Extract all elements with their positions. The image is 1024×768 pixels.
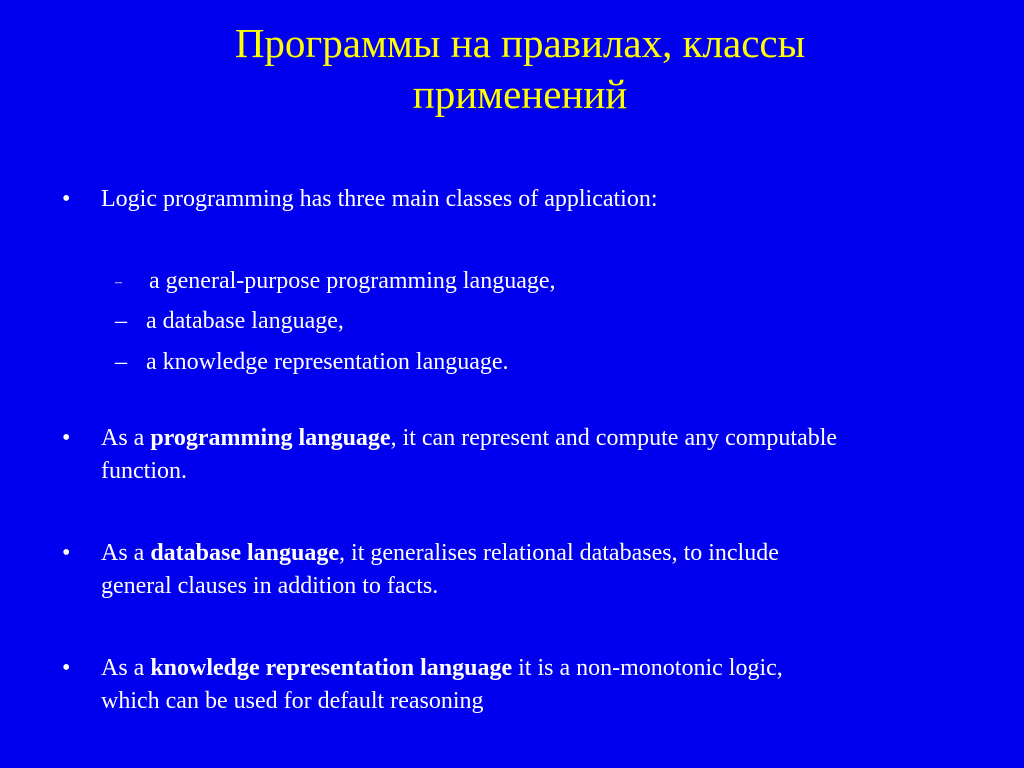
bullet-text-pre: As a — [101, 540, 151, 566]
dash-icon: – — [115, 349, 127, 375]
sub-item-text: a knowledge representation language. — [146, 349, 509, 375]
sub-item-text: a general-purpose programming language, — [149, 268, 556, 294]
slide-title-line-1: Программы на правилах, классы — [234, 20, 806, 66]
dash-icon: – — [115, 308, 127, 334]
bullet-text-post: it is a non-monotonic logic, — [512, 655, 783, 681]
bullet-icon: • — [62, 186, 71, 212]
bullet-text-line-2: which can be used for default reasoning — [101, 688, 484, 714]
bullet-text-line-2: function. — [101, 458, 187, 484]
bullet-text-line-2: general clauses in addition to facts. — [101, 573, 439, 599]
bullet-text — [101, 422, 991, 488]
bullet-text-post: , it generalises relational databases, to include — [339, 540, 779, 566]
slide-title — [150, 18, 890, 120]
bullet-icon: • — [62, 655, 71, 681]
slide-title-line-2: применений — [412, 71, 628, 117]
bullet-text-pre: As a — [101, 655, 151, 681]
bullet-text-bold: knowledge representation language — [150, 655, 513, 681]
sub-item-text: a database language, — [146, 308, 344, 334]
bullet-text-bold: programming language — [150, 425, 391, 451]
bullet-text — [101, 652, 991, 718]
bullet-text: Logic programming has three main classes of application: — [101, 186, 658, 212]
bullet-text-bold: database language — [150, 540, 340, 566]
dash-icon: – — [115, 275, 122, 290]
bullet-icon: • — [62, 425, 71, 451]
bullet-icon: • — [62, 540, 71, 566]
bullet-text-post: , it can represent and compute any computable — [390, 425, 838, 451]
bullet-text — [101, 537, 991, 603]
bullet-text-pre: As a — [101, 425, 151, 451]
